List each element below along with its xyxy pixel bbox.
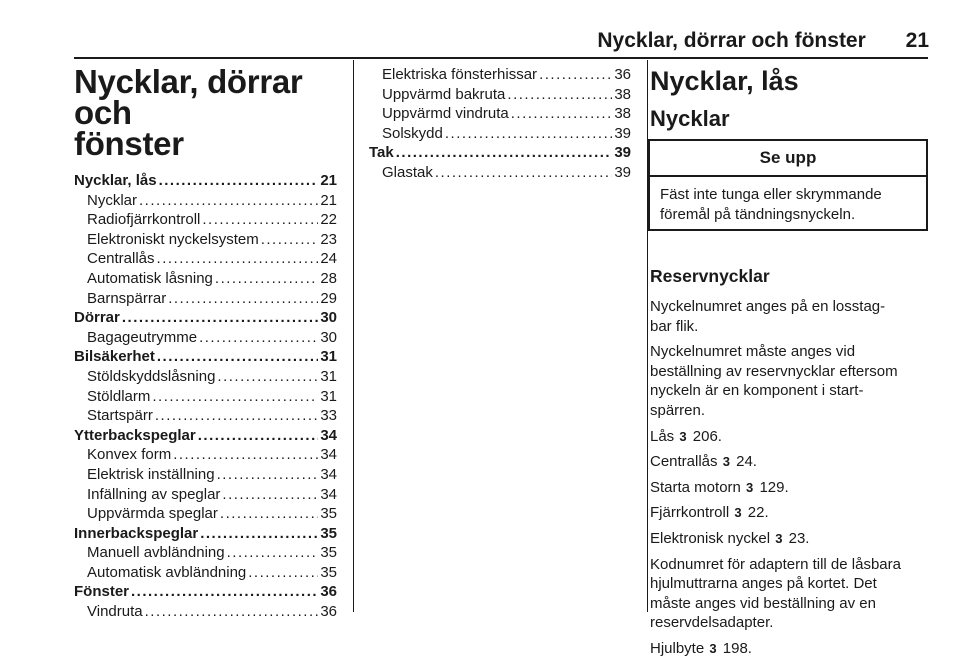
paragraph-line: måste anges vid beställning av en (650, 594, 876, 612)
toc-entry[interactable] (369, 124, 631, 144)
toc-page-number: 39 (614, 163, 631, 181)
toc-dot-leader (152, 387, 318, 407)
toc-entry[interactable] (74, 485, 337, 505)
subsection-heading: Nycklar (650, 106, 730, 131)
toc-section-entry[interactable] (369, 143, 631, 163)
page-reference-icon: 3 (734, 505, 742, 521)
toc-page-number: 24 (320, 250, 337, 268)
toc-entry-title: Barnspärrar (87, 289, 167, 307)
toc-entry[interactable] (74, 191, 337, 211)
toc-page-number: 35 (320, 524, 337, 542)
running-head-title: Nycklar, dörrar och fönster (597, 29, 866, 52)
toc-section-entry[interactable] (74, 426, 337, 446)
cross-reference-label: Starta motorn (650, 478, 741, 496)
cross-reference-label: Fjärrkontroll (650, 504, 730, 522)
toc-dot-leader (507, 85, 612, 105)
toc-page-number: 21 (320, 191, 337, 209)
toc-entry-title: Automatisk avbländning (87, 563, 247, 581)
toc-entry-title: Vindruta (87, 603, 143, 621)
toc-dot-leader (396, 143, 613, 163)
toc-dot-leader (261, 230, 319, 250)
toc-page-number: 39 (614, 144, 631, 162)
warning-text (650, 177, 926, 224)
paragraph (650, 555, 930, 633)
warning-box (648, 139, 928, 231)
toc-entry[interactable] (369, 85, 631, 105)
toc-entry-title: Bilsäkerhet (74, 348, 155, 366)
toc-entry-title: Uppvärmd bakruta (382, 85, 506, 103)
paragraph-line: Nyckelnumret måste anges vid (650, 343, 856, 361)
chapter-title (74, 63, 337, 162)
toc-dot-leader (173, 445, 318, 465)
toc-page-number: 31 (320, 348, 337, 366)
cross-reference-page: 23. (788, 529, 810, 547)
toc-page-number: 36 (320, 603, 337, 621)
page-reference-icon: 3 (775, 530, 783, 546)
cross-reference-label: Hjulbyte (650, 639, 705, 657)
toc-entry[interactable] (74, 465, 337, 485)
running-head (0, 28, 929, 54)
toc-page-number: 29 (320, 289, 337, 307)
toc-dot-leader (227, 543, 319, 563)
toc-section-entry[interactable] (74, 582, 337, 602)
toc-page-number: 35 (320, 563, 337, 581)
cross-reference-page: 22. (747, 504, 769, 522)
toc-dot-leader (202, 210, 318, 230)
cross-reference-label: Lås (650, 427, 675, 445)
paragraph-line: spärren. (650, 401, 706, 419)
toc-dot-leader (445, 124, 612, 144)
toc-entry-title: Infällning av speglar (87, 485, 221, 503)
toc-page-number: 34 (320, 426, 337, 444)
toc-entry-title: Ytterbackspeglar (74, 426, 196, 444)
cross-reference[interactable] (650, 478, 930, 498)
toc-section-entry[interactable] (74, 171, 337, 191)
cross-reference-label: Centrallås (650, 453, 718, 471)
paragraph (650, 342, 930, 420)
toc-entry-title: Manuell avbländning (87, 544, 225, 562)
toc-entry-title: Dörrar (74, 309, 120, 327)
toc-entry-title: Uppvärmd vindruta (382, 105, 509, 123)
toc-dot-leader (435, 163, 612, 183)
paragraph-line: hjulmuttrarna anges på kortet. Det (650, 575, 877, 593)
body-text (650, 297, 930, 665)
toc-section-entry[interactable] (74, 308, 337, 328)
page-number: 21 (905, 29, 929, 52)
toc-entry-title: Nycklar, lås (74, 172, 157, 189)
toc-entry-title: Innerbackspeglar (74, 524, 199, 542)
toc-dot-leader (157, 249, 319, 269)
toc-dot-leader (168, 289, 318, 309)
toc-entry-title: Nycklar (87, 191, 138, 209)
toc-entry-title: Solskydd (382, 124, 443, 142)
toc-entry-title: Bagageutrymme (87, 328, 198, 346)
toc-entry[interactable] (369, 65, 631, 85)
page-reference-icon: 3 (709, 640, 717, 656)
toc-page-number: 31 (320, 387, 337, 405)
toc-dot-leader (220, 504, 318, 524)
toc-entry[interactable] (74, 602, 337, 622)
toc-entry-title: Uppvärmda speglar (87, 505, 218, 523)
toc-page-number: 35 (320, 505, 337, 523)
toc-entry[interactable] (74, 230, 337, 250)
toc-entry[interactable] (369, 104, 631, 124)
toc-page-number: 28 (320, 269, 337, 287)
subsubsection-heading: Reservnycklar (650, 266, 770, 286)
cross-reference-page: 129. (759, 478, 789, 496)
toc-page-number: 38 (614, 85, 631, 103)
toc-entry[interactable] (74, 328, 337, 348)
toc-page-number: 21 (320, 172, 337, 189)
column-divider (353, 60, 354, 612)
toc-page-number: 35 (320, 544, 337, 562)
toc-entry[interactable] (74, 367, 337, 387)
page-reference-icon: 3 (679, 428, 687, 444)
toc-entry-title: Stöldlarm (87, 387, 151, 405)
toc-entry[interactable] (74, 445, 337, 465)
toc-dot-leader (217, 465, 319, 485)
toc-page-number: 34 (320, 446, 337, 464)
toc-page-number: 38 (614, 105, 631, 123)
paragraph-line: Nyckelnumret anges på en losstag- (650, 298, 886, 315)
cross-reference-page: 198. (722, 639, 752, 657)
toc-entry-title: Centrallås (87, 250, 155, 268)
toc-entry[interactable] (74, 543, 337, 563)
toc-page-number: 33 (320, 407, 337, 425)
cross-reference[interactable] (650, 452, 930, 472)
cross-reference-label: Elektronisk nyckel (650, 529, 771, 547)
toc-entry[interactable] (74, 289, 337, 309)
toc-dot-leader (139, 191, 318, 211)
toc-list (369, 65, 631, 183)
paragraph-line: reservdelsadapter. (650, 614, 774, 632)
cross-reference[interactable] (650, 529, 930, 549)
page-reference-icon: 3 (722, 454, 730, 470)
chapter-title-line: fönster (74, 125, 184, 162)
toc-entry-title: Automatisk låsning (87, 269, 213, 287)
cross-reference-page: 206. (692, 427, 722, 445)
warning-title: Se upp (650, 141, 926, 177)
toc-dot-leader (157, 347, 318, 367)
paragraph (650, 297, 930, 336)
toc-dot-leader (217, 367, 318, 387)
toc-dot-leader (159, 171, 319, 191)
cross-reference[interactable] (650, 503, 930, 523)
cross-reference-page: 24. (736, 453, 757, 471)
toc-dot-leader (200, 524, 318, 544)
toc-page-number: 39 (614, 124, 631, 142)
toc-page-number: 34 (320, 485, 337, 503)
toc-dot-leader (511, 104, 613, 124)
toc-entry[interactable] (369, 163, 631, 183)
header-rule (74, 57, 928, 59)
toc-dot-leader (198, 426, 319, 446)
toc-entry[interactable] (74, 210, 337, 230)
chapter-title-line: Nycklar, dörrar och (74, 63, 303, 131)
toc-dot-leader (539, 65, 612, 85)
toc-entry[interactable] (74, 504, 337, 524)
toc-entry-title: Elektrisk inställning (87, 465, 215, 483)
section-heading: Nycklar, lås (650, 66, 799, 96)
toc-page-number: 23 (320, 230, 337, 248)
cross-reference[interactable] (650, 427, 930, 447)
toc-page-number: 30 (320, 328, 337, 346)
warning-text-line: Fäst inte tunga eller skrymmande (660, 186, 882, 203)
toc-dot-leader (122, 308, 318, 328)
toc-entry-title: Fönster (74, 583, 130, 601)
toc-page-number: 30 (320, 309, 337, 327)
toc-page-number: 36 (320, 583, 337, 601)
toc-entry-title: Radiofjärrkontroll (87, 211, 201, 229)
toc-dot-leader (215, 269, 318, 289)
toc-list (74, 171, 337, 622)
toc-entry-title: Elektroniskt nyckelsystem (87, 230, 259, 248)
toc-page-number: 36 (614, 66, 631, 83)
toc-dot-leader (131, 582, 318, 602)
toc-section-entry[interactable] (74, 347, 337, 367)
paragraph-line: beställning av reservnycklar eftersom (650, 362, 898, 380)
paragraph-line: bar flik. (650, 317, 699, 335)
toc-entry-title: Elektriska fönsterhissar (382, 66, 538, 83)
toc-page-number: 34 (320, 465, 337, 483)
toc-entry[interactable] (74, 406, 337, 426)
toc-page-number: 31 (320, 367, 337, 385)
toc-entry[interactable] (74, 269, 337, 289)
paragraph-line: Kodnumret för adaptern till de låsbara (650, 555, 901, 573)
toc-entry-title: Tak (369, 144, 394, 162)
toc-dot-leader (248, 563, 318, 583)
toc-entry-title: Glastak (382, 163, 433, 181)
toc-entry[interactable] (74, 387, 337, 407)
toc-section-entry[interactable] (74, 524, 337, 544)
toc-entry-title: Stöldskyddslåsning (87, 367, 216, 385)
page-reference-icon: 3 (746, 479, 754, 495)
paragraph-line: nyckeln är en komponent i start- (650, 382, 864, 400)
toc-dot-leader (145, 602, 319, 622)
toc-entry-title: Startspärr (87, 407, 153, 425)
warning-text-line: föremål på tändningsnyckeln. (660, 205, 856, 223)
toc-dot-leader (199, 328, 318, 348)
toc-entry[interactable] (74, 249, 337, 269)
toc-entry-title: Konvex form (87, 446, 172, 464)
toc-page-number: 22 (320, 211, 337, 229)
toc-dot-leader (222, 485, 318, 505)
toc-dot-leader (155, 406, 318, 426)
toc-entry[interactable] (74, 563, 337, 583)
